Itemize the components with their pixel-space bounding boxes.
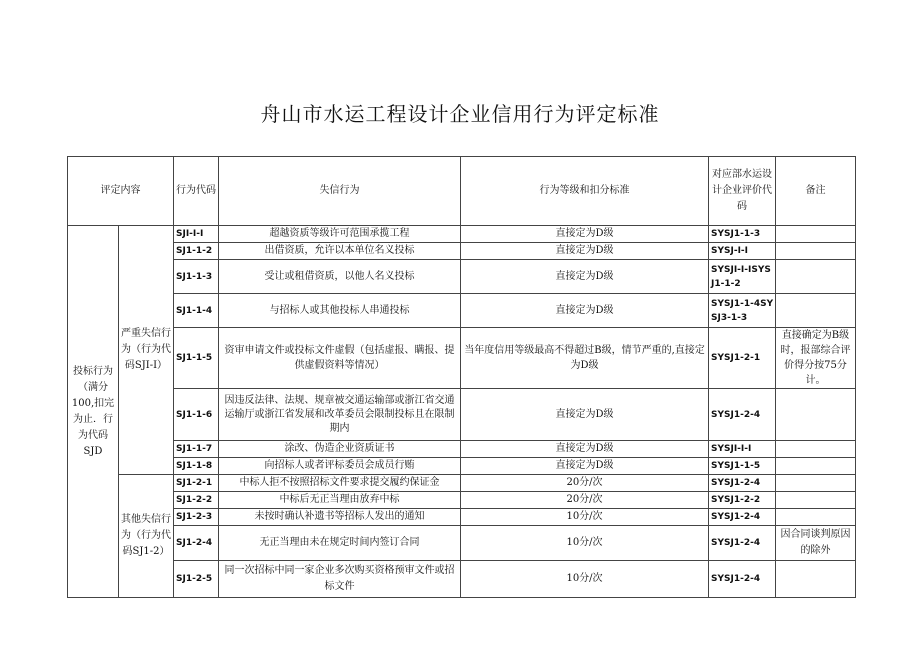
row-sys-code: SYSJ1-2-4 [709,389,776,441]
row-sys-code: SYSJ-I-I [709,243,776,260]
group-cell-serious: 严重失信行为（行为代码SJI-I） [119,226,174,475]
header-behavior: 失信行为 [219,157,461,226]
row-behavior: 未按时确认补遗书等招标人发出的通知 [219,509,461,526]
header-row [68,157,856,226]
credit-standard-table [67,156,856,598]
row-sys-code: SYSJ1-1-3 [709,226,776,243]
group-cell-other: 其他失信行为（行为代码SJ1-2） [119,475,174,598]
row-remark [776,492,856,509]
table-row [68,475,856,492]
table-row [68,458,856,475]
table-row [68,561,856,598]
row-behavior: 出借资质，允许以本单位名义投标 [219,243,461,260]
row-behavior: 与招标人或其他投标人串通投标 [219,294,461,328]
row-code: SJ1-1-5 [174,328,219,389]
document-title: 舟山市水运工程设计企业信用行为评定标准 [260,102,660,126]
row-remark [776,226,856,243]
row-remark [776,389,856,441]
row-code: SJ1-2-5 [174,561,219,598]
row-code: SJ1-2-1 [174,475,219,492]
row-code: SJ1-1-6 [174,389,219,441]
row-remark [776,475,856,492]
row-grade: 直接定为D级 [461,294,709,328]
row-remark [776,260,856,294]
row-sys-code: SYSJ1-2-4 [709,561,776,598]
header-content: 评定内容 [68,157,174,226]
row-grade: 当年度信用等级最高不得超过B级，情节严重的,直接定为D级 [461,328,709,389]
row-code: SJ1-1-8 [174,458,219,475]
row-remark [776,441,856,458]
row-behavior: 受让或租借资质，以他人名义投标 [219,260,461,294]
row-behavior: 涂改、伪造企业资质证书 [219,441,461,458]
row-code: SJ1-1-3 [174,260,219,294]
row-grade: 直接定为D级 [461,260,709,294]
table-row [68,526,856,561]
header-grade: 行为等级和扣分标准 [461,157,709,226]
table-row [68,492,856,509]
row-remark [776,509,856,526]
row-behavior: 资审申请文件或投标文件虚假（包括虚报、瞒报、提供虚假资料等情况） [219,328,461,389]
row-grade: 直接定为D级 [461,458,709,475]
row-behavior: 无正当理由未在规定时间内签订合同 [219,526,461,561]
row-grade: 10分/次 [461,509,709,526]
row-remark [776,243,856,260]
row-behavior: 中标人拒不按照招标文件要求提交履约保证金 [219,475,461,492]
row-code: SJ1-1-7 [174,441,219,458]
table-row [68,389,856,441]
category-cell: 投标行为（满分100,扣完为止．行为代码SJD [68,226,119,598]
table-row [68,243,856,260]
row-sys-code: SYSJ1-2-1 [709,328,776,389]
row-grade: 10分/次 [461,526,709,561]
table-row [68,328,856,389]
row-behavior: 超越资质等级许可范围承揽工程 [219,226,461,243]
row-grade: 20分/次 [461,475,709,492]
row-sys-code: SYSJ1-2-4 [709,475,776,492]
table-row [68,294,856,328]
row-grade: 直接定为D级 [461,441,709,458]
row-sys-code: SYSJ1-1-4SYSJ3-1-3 [709,294,776,328]
row-sys-code: SYSJI-I-ISYSJ1-1-2 [709,260,776,294]
table-row [68,226,856,243]
row-grade: 10分/次 [461,561,709,598]
row-remark [776,561,856,598]
row-remark: 因合同谈判原因的除外 [776,526,856,561]
row-sys-code: SYSJI-I-I [709,441,776,458]
row-code: SJ1-1-4 [174,294,219,328]
row-sys-code: SYSJ1-1-5 [709,458,776,475]
header-sys-code: 对应部水运设计企业评价代码 [709,157,776,226]
row-remark [776,458,856,475]
table-row [68,441,856,458]
row-code: SJ1-2-2 [174,492,219,509]
row-code: SJI-I-I [174,226,219,243]
row-code: SJ1-2-4 [174,526,219,561]
header-code: 行为代码 [174,157,219,226]
row-remark [776,294,856,328]
row-behavior: 因违反法律、法规、规章被交通运输部或浙江省交通运输厅或浙江省发展和改革委员会限制投标且在限制期内 [219,389,461,441]
row-behavior: 同一次招标中同一家企业多次购买资格预审文件或招标文件 [219,561,461,598]
row-remark: 直接确定为B级时，报部综合评价得分按75分计。 [776,328,856,389]
row-sys-code: SYSJ1-2-4 [709,526,776,561]
row-sys-code: SYSJ1-2-4 [709,509,776,526]
row-behavior: 向招标人或者评标委员会成员行贿 [219,458,461,475]
row-grade: 直接定为D级 [461,226,709,243]
row-grade: 直接定为D级 [461,389,709,441]
table-row [68,509,856,526]
row-grade: 20分/次 [461,492,709,509]
row-behavior: 中标后无正当理由放弃中标 [219,492,461,509]
row-grade: 直接定为D级 [461,243,709,260]
table-row [68,260,856,294]
header-remark: 备注 [776,157,856,226]
row-code: SJ1-2-3 [174,509,219,526]
row-code: SJ1-1-2 [174,243,219,260]
row-sys-code: SYSJ1-2-2 [709,492,776,509]
